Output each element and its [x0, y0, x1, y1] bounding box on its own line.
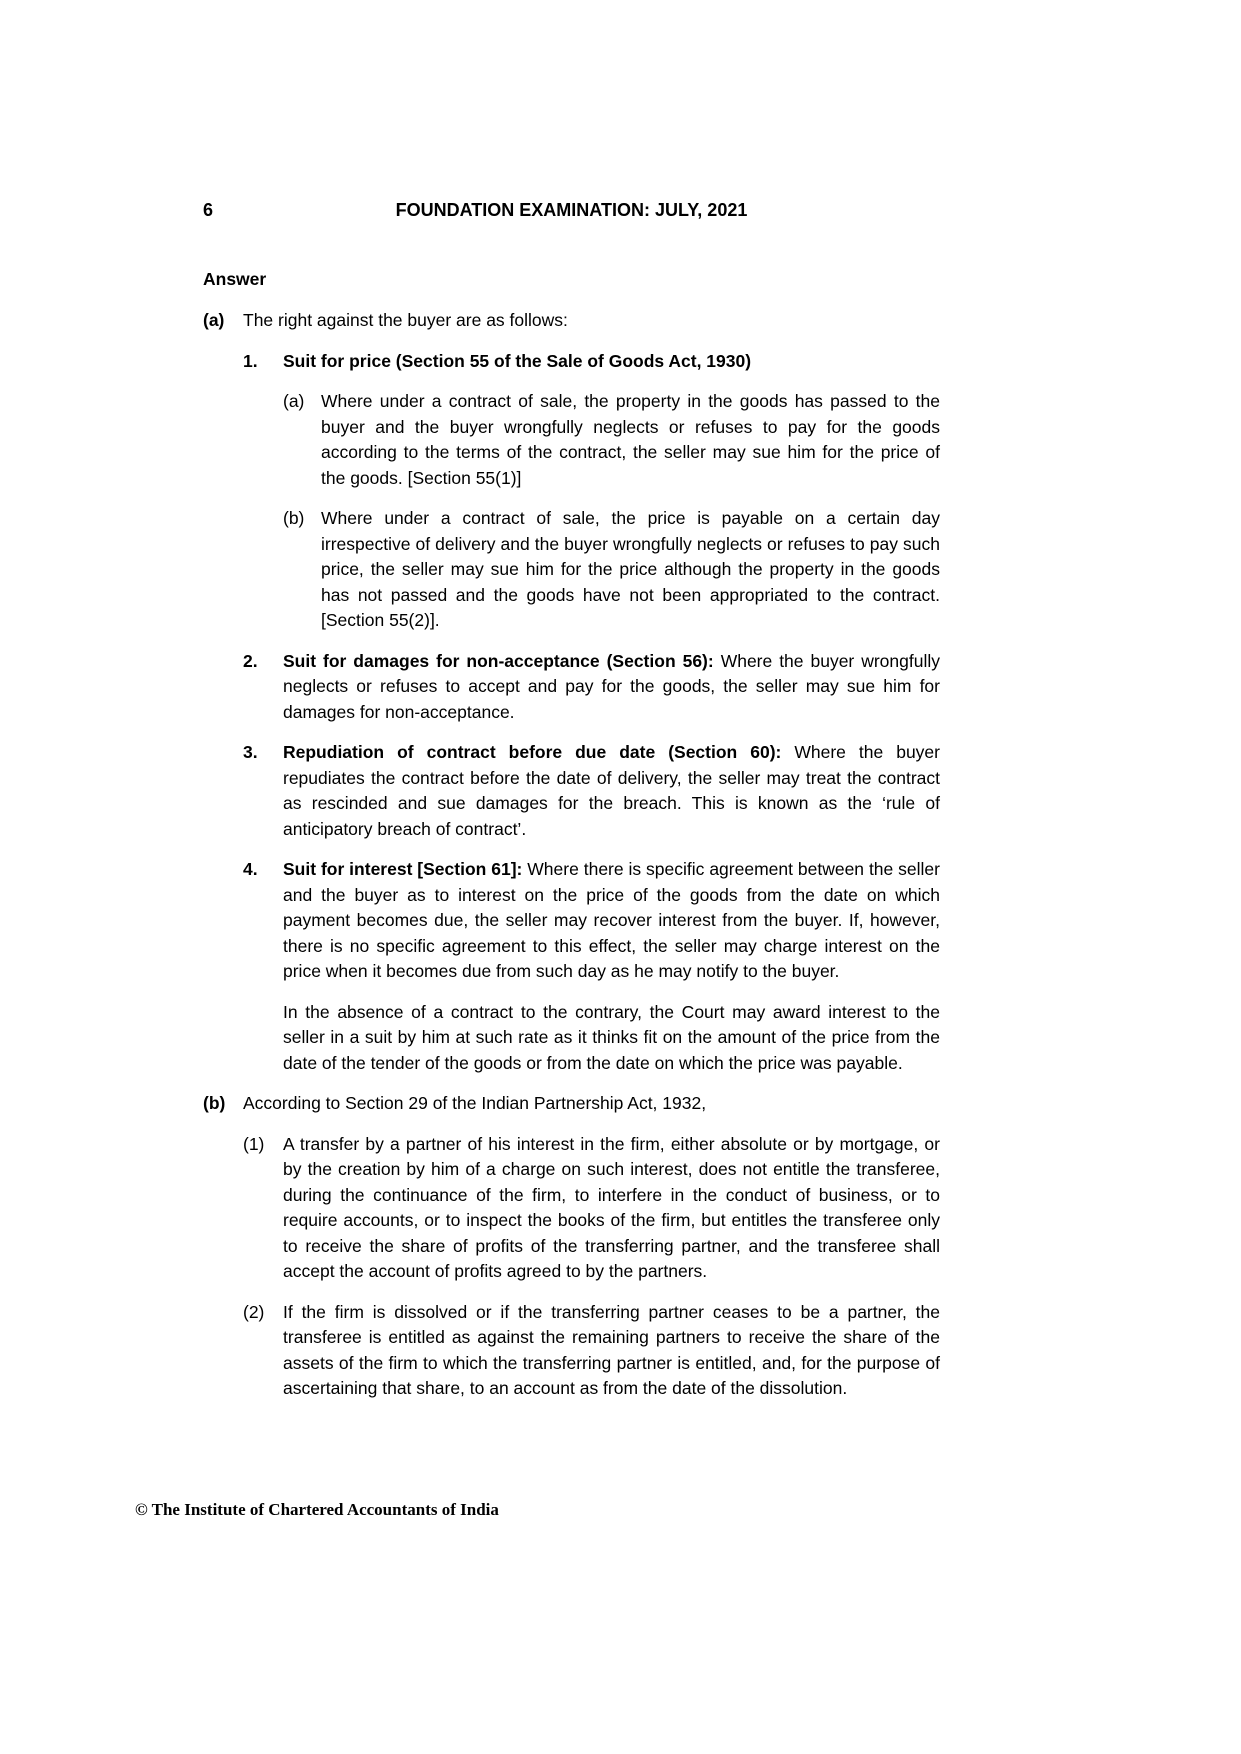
item-2-title: Suit for damages for non-acceptance (Section 56): [283, 650, 714, 671]
subitem-1b-body [321, 506, 940, 649]
list-item-b1 [243, 1132, 940, 1300]
list-item-b2 [243, 1300, 940, 1417]
item-1-number: 1. [243, 350, 258, 371]
item-2-text: Where the buyer wrongfully neglects or refuses to accept and pay for the goods, the seller may sue him for damages for non-acceptance. [283, 650, 940, 722]
subitem-1b [283, 506, 940, 649]
item-4-continuation: In the absence of a contract to the contrary, the Court may award interest to the seller in a suit by him at such rate as it thinks fit on the amount of the price from the date of the tender of the goods or from the date on which the price was payable. [283, 1001, 940, 1073]
subitem-1b-text: Where under a contract of sale, the price is payable on a certain day irrespective of delivery and the buyer wrongfully neglects or refuses to pay such price, the seller may sue him for the price although the property in the goods has not passed and the goods have not been appropriated to the contract. [Section 55(2)]. [321, 508, 940, 630]
part-b-body [243, 1091, 940, 1417]
part-a [203, 308, 940, 1091]
item-b1-body [283, 1132, 940, 1300]
part-b-label: (b) [203, 1093, 226, 1113]
subitem-1a-body [321, 389, 940, 506]
page-title: FOUNDATION EXAMINATION: JULY, 2021 [395, 200, 748, 220]
list-item-3 [243, 740, 940, 857]
part-a-label: (a) [203, 310, 225, 330]
item-2-paragraph [283, 649, 940, 726]
page-header [203, 198, 940, 223]
item-3-title: Repudiation of contract before due date (Section 60): [283, 742, 782, 762]
item-4-title: Suit for interest [Section 61]: [283, 859, 523, 879]
part-a-body [243, 308, 940, 1091]
part-a-intro: The right against the buyer are as follows: [243, 310, 568, 330]
list-item-2 [243, 649, 940, 741]
part-b-intro: According to Section 29 of the Indian Partnership Act, 1932, [243, 1093, 707, 1113]
copyright-text: © The Institute of Chartered Accountants of India [135, 1500, 499, 1519]
item-b1-text: A transfer by a partner of his interest in the firm, either absolute or by mortgage, or by the creation by him of a charge on such interest, does not entitle the transferee, during the continuance of the firm, to interfere in the conduct of business, or to require accounts, or to inspect the books of the firm, but entitles the transferee only to receive the share of profits of the transferring partner, and the transferee shall accept the account of profits agreed to by the partners. [283, 1133, 940, 1281]
answer-heading: Answer [203, 269, 267, 289]
subitem-1b-label: (b) [283, 508, 305, 528]
item-4-paragraph [283, 857, 940, 985]
item-b1-number: (1) [243, 1133, 265, 1154]
subitem-1a [283, 389, 940, 506]
item-b2-number: (2) [243, 1301, 265, 1322]
item-b2-body [283, 1300, 940, 1417]
page-content [203, 198, 940, 1417]
item-3-number: 3. [243, 742, 258, 762]
item-3-paragraph [283, 740, 940, 842]
item-b2-text: If the firm is dissolved or if the transferring partner ceases to be a partner, the transferee is entitled as against the remaining partners to receive the share of the assets of the firm to which the transferring partner is entitled, and, for the purpose of ascertaining that share, to an account as from the date of the dissolution. [283, 1301, 940, 1398]
list-item-1 [243, 349, 940, 649]
item-2-body [283, 649, 940, 741]
item-4-number: 4. [243, 859, 258, 879]
part-b [203, 1091, 940, 1417]
subitem-1a-text: Where under a contract of sale, the property in the goods has passed to the buyer and the buyer wrongfully neglects or refuses to pay for the goods according to the terms of the contract, the seller may sue him for the price of the goods. [Section 55(1)] [321, 391, 940, 488]
page-footer [135, 1500, 499, 1520]
item-1-title: Suit for price (Section 55 of the Sale of Goods Act, 1930) [283, 350, 752, 371]
item-4-body [283, 857, 940, 1091]
item-2-number: 2. [243, 650, 258, 671]
item-3-text: Where the buyer repudiates the contract before the date of delivery, the seller may treat the contract as rescinded and sue damages for the breach. This is known as the ‘rule of anticipatory breach of contract’. [283, 742, 940, 839]
subitem-1a-label: (a) [283, 391, 305, 411]
item-1-body [283, 349, 940, 649]
item-3-body [283, 740, 940, 857]
item-4-text: Where there is specific agreement between the seller and the buyer as to interest on the price of the goods from the date on which payment becomes due, the seller may recover interest from the buyer. If, however, there is no specific agreement to this effect, the seller may charge interest on the price when it becomes due from such day as he may notify to the buyer. [283, 859, 940, 981]
list-item-4 [243, 857, 940, 1091]
page-number: 6 [203, 200, 214, 220]
